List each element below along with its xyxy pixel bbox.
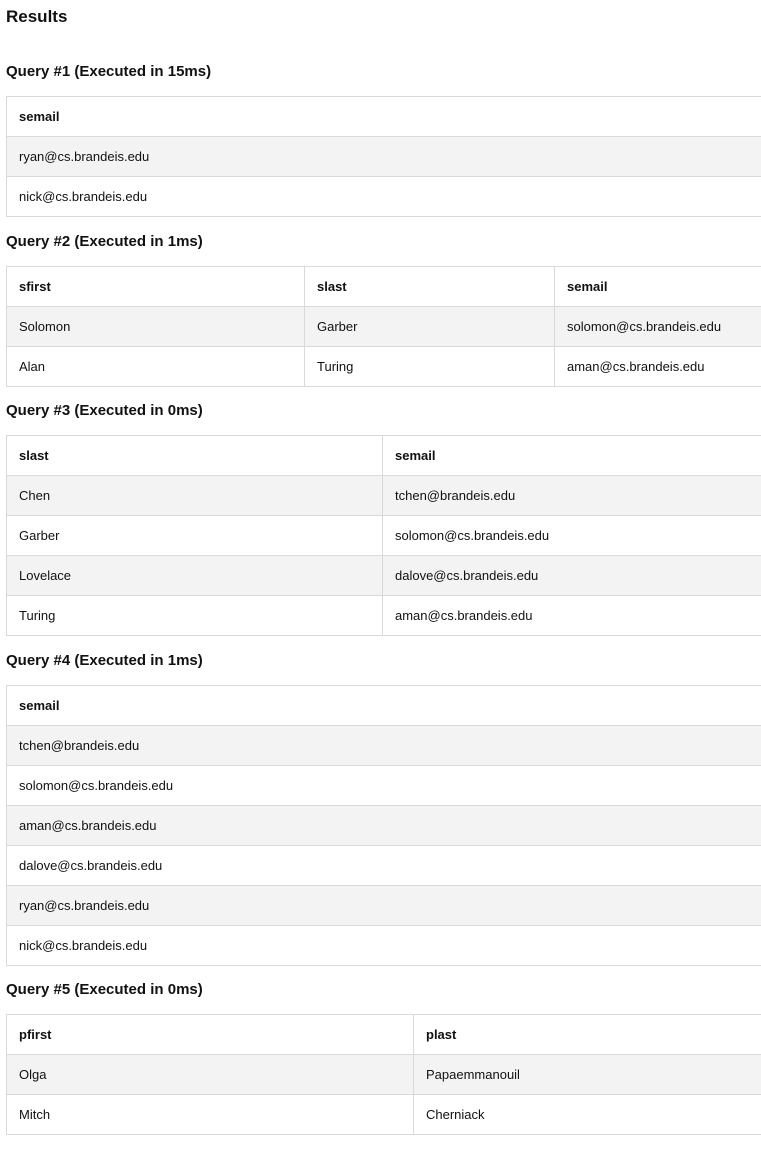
table-row bbox=[7, 1055, 761, 1095]
table-cell-slast: Turing bbox=[305, 347, 555, 387]
table-cell-pfirst: Olga bbox=[7, 1055, 414, 1095]
table-row bbox=[7, 476, 761, 516]
table-header-row bbox=[7, 1015, 761, 1055]
table-cell-semail: aman@cs.brandeis.edu bbox=[7, 806, 761, 846]
table-header-row bbox=[7, 267, 761, 307]
table-cell-slast: Lovelace bbox=[7, 556, 383, 596]
column-header-slast: slast bbox=[7, 436, 383, 476]
query-3-table bbox=[6, 435, 761, 636]
table-row bbox=[7, 886, 761, 926]
table-cell-semail: tchen@brandeis.edu bbox=[7, 726, 761, 766]
column-header-semail: semail bbox=[383, 436, 761, 476]
column-header-slast: slast bbox=[305, 267, 555, 307]
table-cell-plast: Cherniack bbox=[414, 1095, 761, 1135]
query-4-title: Query #4 (Executed in 1ms) bbox=[6, 652, 203, 669]
table-cell-semail: solomon@cs.brandeis.edu bbox=[555, 307, 761, 347]
table-row bbox=[7, 347, 761, 387]
table-row bbox=[7, 926, 761, 966]
table-row bbox=[7, 1095, 761, 1135]
query-1-table bbox=[6, 96, 761, 217]
query-5-table bbox=[6, 1014, 761, 1135]
table-row bbox=[7, 516, 761, 556]
page-title: Results bbox=[6, 7, 68, 26]
column-header-semail: semail bbox=[555, 267, 761, 307]
table-row bbox=[7, 556, 761, 596]
table-cell-plast: Papaemmanouil bbox=[414, 1055, 761, 1095]
table-header-row bbox=[7, 686, 761, 726]
table-header-row bbox=[7, 97, 761, 137]
table-header-row bbox=[7, 436, 761, 476]
table-cell-semail: dalove@cs.brandeis.edu bbox=[383, 556, 761, 596]
table-cell-semail: aman@cs.brandeis.edu bbox=[555, 347, 761, 387]
table-row bbox=[7, 726, 761, 766]
table-cell-slast: Garber bbox=[7, 516, 383, 556]
table-cell-sfirst: Alan bbox=[7, 347, 305, 387]
table-cell-sfirst: Solomon bbox=[7, 307, 305, 347]
table-cell-slast: Turing bbox=[7, 596, 383, 636]
table-cell-semail: ryan@cs.brandeis.edu bbox=[7, 137, 761, 177]
column-header-semail: semail bbox=[7, 97, 761, 137]
table-cell-semail: ryan@cs.brandeis.edu bbox=[7, 886, 761, 926]
table-row bbox=[7, 766, 761, 806]
table-cell-semail: nick@cs.brandeis.edu bbox=[7, 926, 761, 966]
table-row bbox=[7, 846, 761, 886]
query-2-title: Query #2 (Executed in 1ms) bbox=[6, 233, 203, 250]
query-3-title: Query #3 (Executed in 0ms) bbox=[6, 402, 203, 419]
table-cell-semail: dalove@cs.brandeis.edu bbox=[7, 846, 761, 886]
table-row bbox=[7, 307, 761, 347]
column-header-semail: semail bbox=[7, 686, 761, 726]
table-row bbox=[7, 596, 761, 636]
table-cell-slast: Garber bbox=[305, 307, 555, 347]
table-cell-slast: Chen bbox=[7, 476, 383, 516]
table-cell-semail: tchen@brandeis.edu bbox=[383, 476, 761, 516]
table-cell-pfirst: Mitch bbox=[7, 1095, 414, 1135]
table-cell-semail: aman@cs.brandeis.edu bbox=[383, 596, 761, 636]
table-row bbox=[7, 806, 761, 846]
table-row bbox=[7, 137, 761, 177]
query-2-table bbox=[6, 266, 761, 387]
query-4-table bbox=[6, 685, 761, 966]
table-cell-semail: solomon@cs.brandeis.edu bbox=[7, 766, 761, 806]
column-header-sfirst: sfirst bbox=[7, 267, 305, 307]
query-1-title: Query #1 (Executed in 15ms) bbox=[6, 63, 212, 80]
table-row bbox=[7, 177, 761, 217]
query-5-title: Query #5 (Executed in 0ms) bbox=[6, 981, 203, 998]
column-header-pfirst: pfirst bbox=[7, 1015, 414, 1055]
column-header-plast: plast bbox=[414, 1015, 761, 1055]
table-cell-semail: nick@cs.brandeis.edu bbox=[7, 177, 761, 217]
table-cell-semail: solomon@cs.brandeis.edu bbox=[383, 516, 761, 556]
